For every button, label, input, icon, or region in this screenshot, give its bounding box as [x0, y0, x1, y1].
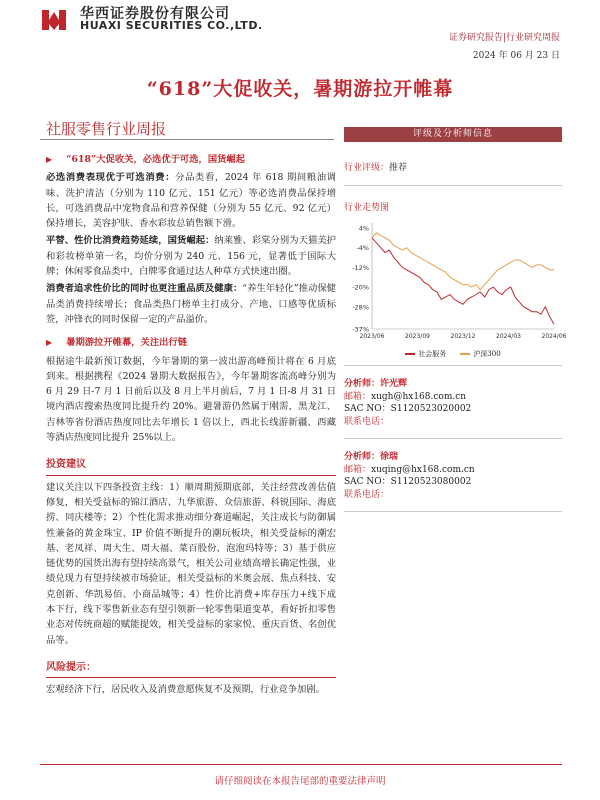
triangle-bullet-icon: ▶: [46, 337, 53, 348]
panel-header: 评级及分析师信息: [344, 127, 562, 142]
rating-value: 推荐: [389, 163, 408, 173]
x-tick-label: 2024/06: [541, 333, 567, 340]
x-tick-label: 2023/12: [450, 333, 476, 340]
risk-heading: 风险提示：: [46, 661, 96, 673]
divider: [344, 185, 562, 186]
analyst-sac: SAC NO：S1120523020002: [344, 404, 472, 414]
triangle-bullet-icon: ▶: [46, 154, 53, 164]
industry-rating: 行业评级：推荐: [344, 163, 408, 173]
analyst-email: 邮箱：xuqing@hx168.com.cn: [344, 464, 475, 475]
y-tick-label: 4%: [358, 224, 369, 233]
divider: [344, 438, 562, 439]
series-line: [372, 233, 554, 290]
report-subtitle: 社服零售行业周报: [46, 120, 167, 138]
footer-divider: [40, 764, 562, 765]
analyst-card: [344, 451, 562, 512]
trend-chart-title: 行业走势图: [344, 203, 390, 213]
legal-notice: 请仔细阅读在本报告尾部的重要法律声明: [214, 776, 386, 787]
paragraph: 消费者追求性价比的同时也更注重品质及健康：“养生年轻化”推动保健品类消费持续增长；食品类热门榜单主打成分、产地、口感等优质标签，冲锋衣的同时保留一定的产品溢价。: [46, 283, 336, 325]
trend-chart-svg: [344, 217, 567, 347]
analyst-name: 分析师：许光辉: [344, 379, 408, 389]
divider: [344, 365, 562, 366]
subtitle-divider: [40, 139, 334, 140]
risk-divider: [46, 677, 336, 678]
analyst-email: 邮箱：xugh@hx168.com.cn: [344, 391, 467, 402]
analyst-name: 分析师：徐瑞: [344, 452, 399, 462]
company-name-en: HUAXI SECURITIES CO.,LTD.: [80, 19, 263, 32]
huaxi-logo-icon: [40, 6, 68, 32]
series-line: [372, 238, 554, 324]
analyst-phone: 联系电话：: [344, 489, 390, 500]
x-tick-label: 2023/09: [405, 333, 430, 340]
y-tick-label: -4%: [356, 244, 369, 253]
company-name-cn: 华西证券股份有限公司: [80, 6, 230, 22]
analyst-card: [344, 378, 562, 439]
sidebar-panel: [344, 127, 567, 512]
y-tick-label: -28%: [352, 303, 369, 312]
main-content: [46, 150, 336, 700]
investment-divider: [46, 475, 336, 476]
investment-text: 建议关注以下四条投资主线：1）顺周期预期底部，关注经营改善估值修复，相关受益标的锦江酒店、九华旅游、众信旅游、科锐国际、海底捞、同庆楼等；2）个性化需求推动细分赛道崛起，关注成长与防御属性兼备的黄金珠宝、IP 价值不断提升的潮玩板块，相关受益标的潮宏基、老凤祥、周大生、周大福、菜百股份、泡泡玛特等；3）基于供应链优势的国货出海有望持续高景气，相关公司业绩高增长确定性强，业绩兑现力有望持续被市场验证，相关受益标的米奥会展、焦点科技、安克创新、华凯易佰、小商品城等；4）性价比消费+库存压力+线下成本下行，线下零售新业态有望引领新一轮零售渠道变革，看好折扣零售业态对传统商超的赋能提效，相关受益标的家家悦、重庆百货、名创优品等。: [46, 481, 336, 646]
section-heading: ▶ “618”大促收关，必选优于可选，国货崛起: [46, 152, 336, 167]
y-tick-label: -37%: [352, 325, 369, 334]
analyst-sac: SAC NO：S1120523080002: [344, 477, 472, 487]
report-type: 证券研究报告|行业研究周报: [448, 33, 560, 43]
y-tick-label: -20%: [352, 283, 369, 292]
paragraph: 根据途牛最新预订数据，今年暑期的第一波出游高峰预计将在 6 月底到来。根据携程《2024 暑期大数据报告》，今年暑期客流高峰分别为 6 月 29 日-7 月 1 日前后以及 8 月上半月前后，7 月 1 日-8 月 31 日境内酒店搜索热度同比提升约 20%。避暑游仍然属于刚需，黑龙江、吉林等省份酒店热度同比去年增长 1 倍以上，西北长线游新疆、西藏等酒店热度同比提升 25%以上。: [46, 355, 336, 444]
report-header: [0, 0, 600, 62]
x-tick-label: 2023/06: [359, 333, 385, 340]
divider: [344, 511, 562, 512]
report-date: 2024 年 06 月 23 日: [472, 51, 560, 61]
paragraph: 必选消费表现优于可选消费：分品类看，2024 年 618 期间粮油调味、洗护清洁（分别为 110 亿元、151 亿元）等必选消费品保持增长，可选消费品中宠物食品和营养保健（分别为 55 亿元、92 亿元）保持增长，美容护肤、香水彩妆总销售额下滑。: [46, 172, 336, 230]
y-tick-label: -12%: [352, 263, 369, 272]
trend-chart: [344, 217, 567, 347]
chart-legend: [344, 349, 562, 359]
legend-item: 沪深300: [460, 349, 500, 359]
analyst-phone: 联系电话：: [344, 416, 390, 427]
x-tick-label: 2024/03: [496, 333, 521, 340]
legend-item: 社会服务: [405, 349, 446, 359]
investment-heading: 投资建议: [46, 459, 86, 471]
paragraph: 平替、性价比消费趋势延续，国货崛起：纳莱雅、彩棠分别为天猫美护和彩妆榜单第一名，均价分别为 240 元、156 元，显著低于国际大牌；休闲零食品类中，白牌零食通过达人种草方式快速出圈。: [46, 235, 336, 278]
risk-text: 宏观经济下行，居民收入及消费意愿恢复不及预期，行业竞争加剧。: [46, 684, 325, 696]
report-title: “618”大促收关，暑期游拉开帷幕: [146, 78, 454, 100]
section-heading: ▶ 暑期游拉开帷幕，关注出行链: [46, 335, 336, 350]
